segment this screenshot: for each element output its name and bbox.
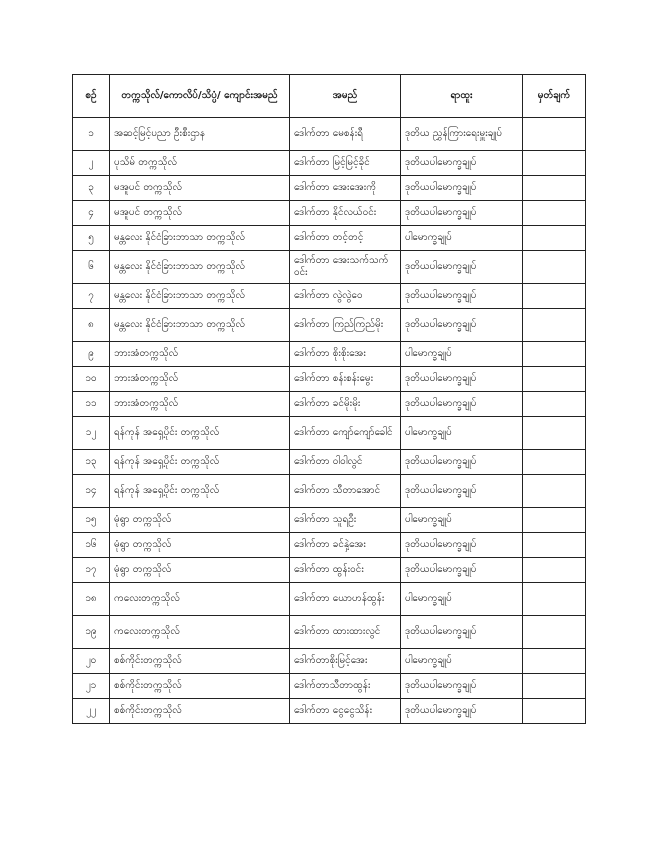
name-cell: ဒေါက်တာ ငွေငွေသိန်း <box>290 699 401 724</box>
rank-cell: ဒုတိယပါမောက္ခချုပ် <box>401 616 523 649</box>
serial-cell: ၁၀ <box>73 367 110 392</box>
serial-cell: ၇ <box>73 284 110 309</box>
table-row <box>73 118 586 151</box>
name-cell: ဒေါက်တာ ကျော်ကျော်ခေါင် <box>290 417 401 450</box>
rank-cell: ဒုတိယပါမောက္ခချုပ် <box>401 674 523 699</box>
table-row <box>73 367 586 392</box>
serial-cell: ၁၇ <box>73 558 110 583</box>
name-cell: ဒေါက်တာ တင့်တင့် <box>290 226 401 251</box>
serial-cell: ၈ <box>73 309 110 342</box>
serial-cell: ၁၁ <box>73 392 110 417</box>
table-row <box>73 417 586 450</box>
name-cell: ဒေါက်တာ ကြည်ကြည်မိုး <box>290 309 401 342</box>
school-cell: မုံရွာ တက္ကသိုလ် <box>110 533 290 558</box>
name-cell: ဒေါက်တာ မြင့်မြင့်ခိုင် <box>290 151 401 176</box>
remark-cell <box>523 118 586 151</box>
name-cell: ဒေါက်တာ ခင်မိုးမိုး <box>290 392 401 417</box>
school-cell: ရန်ကုန် အရှေ့ပိုင်း တက္ကသိုလ် <box>110 475 290 508</box>
name-cell: ဒေါက်တာသီတာထွန်း <box>290 674 401 699</box>
remark-cell <box>523 450 586 475</box>
school-cell: မန္တလေး နိုင်ငံခြားဘာသာ တက္ကသိုလ် <box>110 284 290 309</box>
serial-cell: ၂၂ <box>73 699 110 724</box>
school-cell: မုံရွာ တက္ကသိုလ် <box>110 508 290 533</box>
serial-cell: ၉ <box>73 342 110 367</box>
table-row <box>73 284 586 309</box>
rank-cell: ဒုတိယပါမောက္ခချုပ် <box>401 284 523 309</box>
remark-cell <box>523 558 586 583</box>
rank-cell: ပါမောက္ခချုပ် <box>401 583 523 616</box>
remark-cell <box>523 309 586 342</box>
name-cell: ဒေါက်တာ စိုးစိုးအေး <box>290 342 401 367</box>
remark-cell <box>523 251 586 284</box>
school-cell: မုံရွာ တက္ကသိုလ် <box>110 558 290 583</box>
remark-cell <box>523 616 586 649</box>
remark-cell <box>523 649 586 674</box>
remark-cell <box>523 392 586 417</box>
table-row <box>73 309 586 342</box>
table-row <box>73 475 586 508</box>
rank-cell: ပါမောက္ခချုပ် <box>401 342 523 367</box>
rank-cell: ပါမောက္ခချုပ် <box>401 417 523 450</box>
school-cell: မန္တလေး နိုင်ငံခြားဘာသာ တက္ကသိုလ် <box>110 226 290 251</box>
rank-cell: ဒုတိယပါမောက္ခချုပ် <box>401 450 523 475</box>
header-serial: စဉ် <box>73 75 110 118</box>
table-row <box>73 533 586 558</box>
table-row <box>73 176 586 201</box>
serial-cell: ၁၆ <box>73 533 110 558</box>
remark-cell <box>523 674 586 699</box>
school-cell: ဘားအံတက္ကသိုလ် <box>110 392 290 417</box>
remark-cell <box>523 367 586 392</box>
school-cell: ဘားအံတက္ကသိုလ် <box>110 367 290 392</box>
name-cell: ဒေါက်တာ ယောဟန်ထွန်း <box>290 583 401 616</box>
name-cell: ဒေါက်တာ မေစန်းရီ <box>290 118 401 151</box>
school-cell: ဘားအံတက္ကသိုလ် <box>110 342 290 367</box>
serial-cell: ၅ <box>73 226 110 251</box>
rank-cell: ဒုတိယပါမောက္ခချုပ် <box>401 176 523 201</box>
rank-cell: ပါမောက္ခချုပ် <box>401 649 523 674</box>
rank-cell: ဒုတိယ ညွှန်ကြားရေးမှူးချုပ် <box>401 118 523 151</box>
name-cell: ဒေါက်တာ နိုင်လယ်ဝင်း <box>290 201 401 226</box>
table-row <box>73 674 586 699</box>
school-cell: စစ်ကိုင်းတက္ကသိုလ် <box>110 674 290 699</box>
table-row <box>73 342 586 367</box>
name-cell: ဒေါက်တာ ဝါဝါလွင် <box>290 450 401 475</box>
name-cell: ဒေါက်တာ ထွန်းဝင်း <box>290 558 401 583</box>
table-row <box>73 392 586 417</box>
table-row <box>73 649 586 674</box>
school-cell: အဆင့်မြင့်ပညာ ဦးစီးဌာန <box>110 118 290 151</box>
rank-cell: ဒုတိယပါမောက္ခချုပ် <box>401 699 523 724</box>
staff-table <box>72 74 586 724</box>
rank-cell: ဒုတိယပါမောက္ခချုပ် <box>401 201 523 226</box>
remark-cell <box>523 176 586 201</box>
table-row <box>73 251 586 284</box>
school-cell: မအူပင် တက္ကသိုလ် <box>110 201 290 226</box>
remark-cell <box>523 508 586 533</box>
school-cell: မအူပင် တက္ကသိုလ် <box>110 176 290 201</box>
remark-cell <box>523 201 586 226</box>
rank-cell: ဒုတိယပါမောက္ခချုပ် <box>401 558 523 583</box>
remark-cell <box>523 533 586 558</box>
serial-cell: ၃ <box>73 176 110 201</box>
school-cell: ပုသိမ် တက္ကသိုလ် <box>110 151 290 176</box>
remark-cell <box>523 151 586 176</box>
serial-cell: ၁၂ <box>73 417 110 450</box>
table-row <box>73 616 586 649</box>
name-cell: ဒေါက်တာ သီတာအောင် <box>290 475 401 508</box>
remark-cell <box>523 284 586 309</box>
header-school: တက္ကသိုလ်/ကောလိပ်/သိပ္ပံ/ ကျောင်းအမည် <box>110 75 290 118</box>
school-cell: စစ်ကိုင်းတက္ကသိုလ် <box>110 699 290 724</box>
remark-cell <box>523 417 586 450</box>
school-cell: ရန်ကုန် အရှေ့ပိုင်း တက္ကသိုလ် <box>110 417 290 450</box>
name-cell: ဒေါက်တာ သူရဦး <box>290 508 401 533</box>
table-row <box>73 508 586 533</box>
header-rank: ရာထူး <box>401 75 523 118</box>
name-cell: ဒေါက်တာ အေးအေးကို <box>290 176 401 201</box>
rank-cell: ဒုတိယပါမောက္ခချုပ် <box>401 533 523 558</box>
serial-cell: ၂၀ <box>73 649 110 674</box>
serial-cell: ၄ <box>73 201 110 226</box>
remark-cell <box>523 583 586 616</box>
serial-cell: ၆ <box>73 251 110 284</box>
table-row <box>73 583 586 616</box>
serial-cell: ၁၃ <box>73 450 110 475</box>
name-cell: ဒေါက်တာ စန်းစန်းမွေး <box>290 367 401 392</box>
name-cell: ဒေါက်တာစိုးမြင့်အေး <box>290 649 401 674</box>
serial-cell: ၁၄ <box>73 475 110 508</box>
name-cell: ဒေါက်တာ ထားထားလွင် <box>290 616 401 649</box>
rank-cell: ပါမောက္ခချုပ် <box>401 226 523 251</box>
name-cell: ဒေါက်တာ လွဲလွဲဝေ <box>290 284 401 309</box>
remark-cell <box>523 342 586 367</box>
table-row <box>73 450 586 475</box>
rank-cell: ပါမောက္ခချုပ် <box>401 508 523 533</box>
school-cell: မန္တလေး နိုင်ငံခြားဘာသာ တက္ကသိုလ် <box>110 309 290 342</box>
rank-cell: ဒုတိယပါမောက္ခချုပ် <box>401 475 523 508</box>
header-row <box>73 75 586 118</box>
school-cell: ကလေးတက္ကသိုလ် <box>110 583 290 616</box>
rank-cell: ဒုတိယပါမောက္ခချုပ် <box>401 392 523 417</box>
serial-cell: ၂ <box>73 151 110 176</box>
school-cell: မန္တလေး နိုင်ငံခြားဘာသာ တက္ကသိုလ် <box>110 251 290 284</box>
remark-cell <box>523 475 586 508</box>
school-cell: စစ်ကိုင်းတက္ကသိုလ် <box>110 649 290 674</box>
table-row <box>73 151 586 176</box>
table-body <box>73 118 586 724</box>
table-row <box>73 201 586 226</box>
serial-cell: ၁ <box>73 118 110 151</box>
table-row <box>73 558 586 583</box>
school-cell: ရန်ကုန် အရှေ့ပိုင်း တက္ကသိုလ် <box>110 450 290 475</box>
rank-cell: ဒုတိယပါမောက္ခချုပ် <box>401 367 523 392</box>
name-cell: ဒေါက်တာ အေးသက်သက်ဝင်း <box>290 251 401 284</box>
table-row <box>73 699 586 724</box>
serial-cell: ၁၉ <box>73 616 110 649</box>
rank-cell: ဒုတိယပါမောက္ခချုပ် <box>401 151 523 176</box>
remark-cell <box>523 699 586 724</box>
serial-cell: ၁၅ <box>73 508 110 533</box>
serial-cell: ၁၈ <box>73 583 110 616</box>
table-row <box>73 226 586 251</box>
school-cell: ကလေးတက္ကသိုလ် <box>110 616 290 649</box>
rank-cell: ဒုတိယပါမောက္ခချုပ် <box>401 309 523 342</box>
name-cell: ဒေါက်တာ ခင်နှဲ့အေး <box>290 533 401 558</box>
rank-cell: ဒုတိယပါမောက္ခချုပ် <box>401 251 523 284</box>
serial-cell: ၂၁ <box>73 674 110 699</box>
header-name: အမည် <box>290 75 401 118</box>
remark-cell <box>523 226 586 251</box>
header-remark: မှတ်ချက် <box>523 75 586 118</box>
